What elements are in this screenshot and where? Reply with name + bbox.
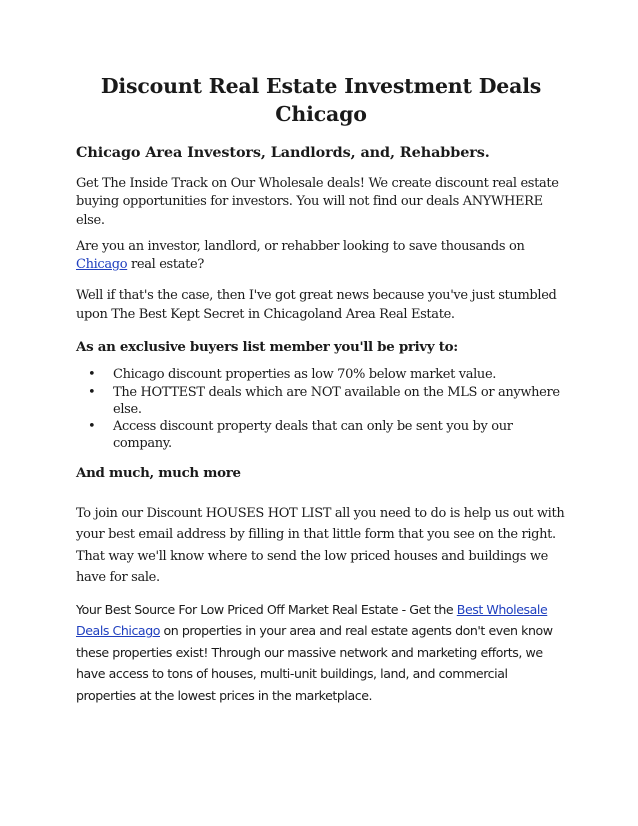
list-item-text: Chicago discount properties as low 70% below market value.: [113, 367, 497, 383]
source-text-before: Your Best Source For Low Priced Off Market Real Estate - Get the: [76, 601, 457, 617]
join-paragraph: To join our Discount HOUSES HOT LIST all you need to do is help us out with your best email address by filling in that little form that you see on the right. That way we'll know where to send the low priced houses and buildings we have for sale.: [76, 505, 565, 586]
source-text-after: on properties in your area and real estate agents don't even know these properties exist! Through our massive network and marketing efforts, we have access to tons of houses, multi-unit buildings, land, and commercial properties at the lowest prices in the marketplace.: [76, 623, 553, 703]
list-item: [76, 418, 566, 452]
chicago-link[interactable]: Chicago: [76, 257, 128, 273]
list-item: [76, 366, 566, 383]
news-paragraph: Well if that's the case, then I've got great news because you've just stumbled upon The Best Kept Secret in Chicagoland Area Real Estate.: [76, 288, 557, 322]
document-title: Discount Real Estate Investment Deals Chicago: [100, 74, 542, 126]
benefits-heading: As an exclusive buyers list member you'll be privy to:: [76, 339, 458, 356]
question-paragraph: [76, 238, 566, 275]
subtitle: Chicago Area Investors, Landlords, and, Rehabbers.: [76, 144, 490, 161]
list-item: [76, 384, 566, 418]
bullet-icon: •: [88, 418, 96, 434]
source-paragraph: [76, 599, 566, 707]
list-item-text: Access discount property deals that can only be sent you by our company.: [113, 418, 513, 452]
much-more-heading: And much, much more: [76, 465, 241, 482]
bullet-icon: •: [88, 367, 96, 383]
document-page: [76, 72, 566, 714]
bullet-icon: •: [88, 384, 96, 400]
benefits-list: [76, 366, 566, 452]
best-wholesale-deals-link[interactable]: Best Wholesale Deals Chicago: [76, 601, 548, 639]
list-item-text: The HOTTEST deals which are NOT available on the MLS or anywhere else.: [113, 384, 560, 417]
intro-paragraph: Get The Inside Track on Our Wholesale deals! We create discount real estate buying opportunities for investors. You will not find our deals ANYWHERE else.: [76, 176, 559, 228]
question-text-before: Are you an investor, landlord, or rehabber looking to save thousands on: [76, 238, 525, 254]
question-text-after: real estate?: [127, 257, 204, 273]
